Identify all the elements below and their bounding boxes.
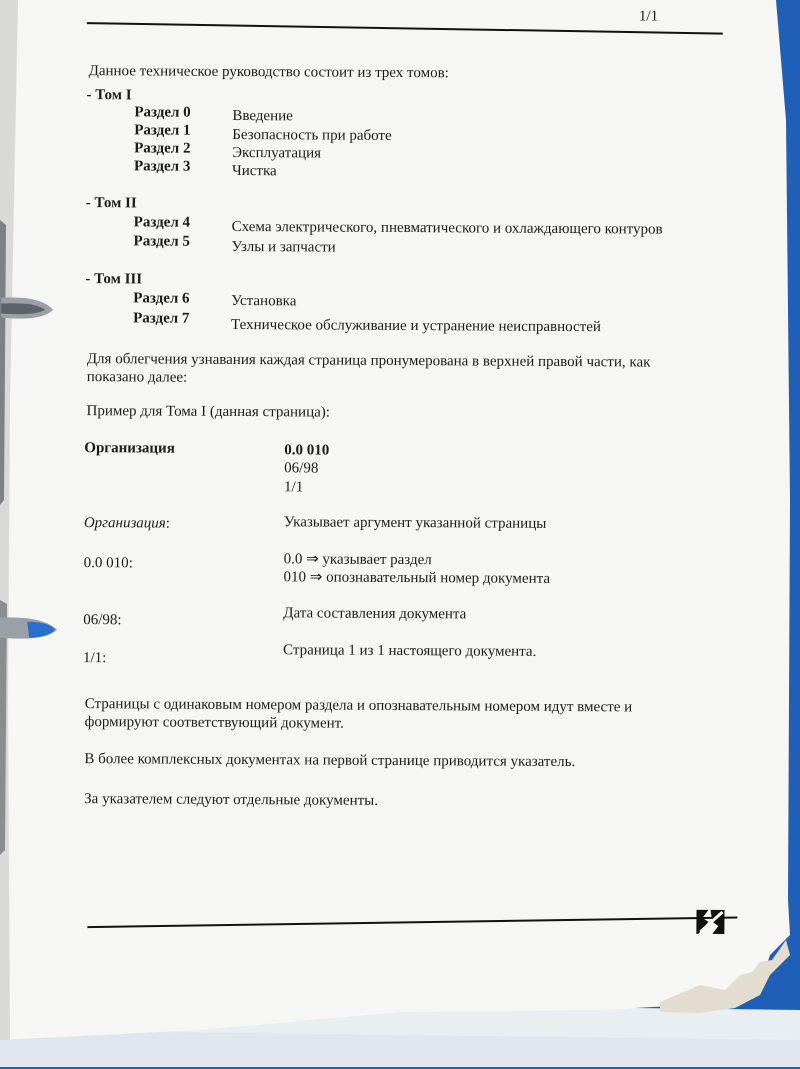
footer-rule: [87, 916, 737, 928]
explanation-term-suffix: :: [165, 515, 171, 532]
explanation-term: [84, 514, 170, 533]
closing-paragraph-line1: Страницы с одинаковым номером раздела и опознавательным номером идут вместе и: [84, 696, 633, 716]
explanation-text: 010 ⇒ опознавательный номер документа: [283, 569, 551, 587]
explanation-term: 06/98:: [83, 612, 122, 629]
closing-paragraph-line2: формируют соответствующий документ.: [84, 714, 344, 732]
explanation-text: Указывает аргумент указанной страницы: [283, 514, 547, 532]
explanation-term: 1/1:: [82, 650, 107, 667]
section-name: Чистка: [231, 162, 277, 180]
section-label: Раздел 3: [133, 158, 191, 175]
numbering-note-line1: Для облегчения узнавания каждая страница пронумерована в верхней правой части, как: [86, 351, 651, 371]
section-label: Раздел 2: [134, 140, 191, 157]
section-label: Раздел 4: [133, 214, 191, 231]
section-label: Раздел 5: [133, 233, 190, 250]
company-logo-icon: [694, 908, 726, 936]
example-code: 0.0 010: [284, 442, 330, 459]
binder-ring-top-icon: [1, 288, 61, 328]
intro-text: Данное техническое руководство состоит из трех томов:: [88, 63, 449, 82]
volume-title: - Том I: [86, 87, 132, 104]
page-number: 1/1: [638, 8, 659, 25]
section-label: Раздел 7: [133, 310, 190, 327]
section-name: Узлы и запчасти: [231, 238, 336, 256]
closing-paragraph-3: За указателем следуют отдельные документы.: [84, 791, 379, 809]
section-label: Раздел 0: [134, 104, 191, 121]
section-name: Введение: [232, 107, 293, 125]
explanation-text: 0.0 ⇒ указывает раздел: [283, 551, 432, 569]
explanation-term: 0.0 010:: [83, 555, 133, 572]
closing-paragraph-2: В более комплексных документах на первой странице приводится указатель.: [84, 751, 576, 771]
example-page: 1/1: [284, 479, 304, 496]
numbering-note-line2: показано далее:: [86, 369, 188, 386]
section-label: Раздел 1: [134, 122, 191, 139]
example-label: Организация: [84, 440, 175, 457]
explanation-text: Дата составления документа: [283, 605, 467, 623]
section-name: Эксплуатация: [232, 144, 322, 162]
section-name: Безопасность при работе: [232, 126, 392, 144]
volume-title: - Том III: [85, 271, 143, 288]
section-name: Установка: [231, 292, 297, 310]
section-name: Техническое обслуживание и устранение неисправностей: [231, 316, 601, 336]
binder-ring-bottom-icon: [0, 608, 69, 648]
section-name: Схема электрического, пневматического и охлаждающего контуров: [231, 218, 663, 238]
volume-title: - Том II: [85, 195, 137, 212]
example-date: 06/98: [284, 460, 319, 477]
explanation-text: Страница 1 из 1 настоящего документа.: [283, 642, 537, 660]
explanation-term-italic: Организация: [83, 515, 166, 532]
example-title: Пример для Тома I (данная страница):: [86, 403, 331, 421]
section-label: Раздел 6: [133, 290, 190, 307]
header-rule: [87, 22, 723, 35]
